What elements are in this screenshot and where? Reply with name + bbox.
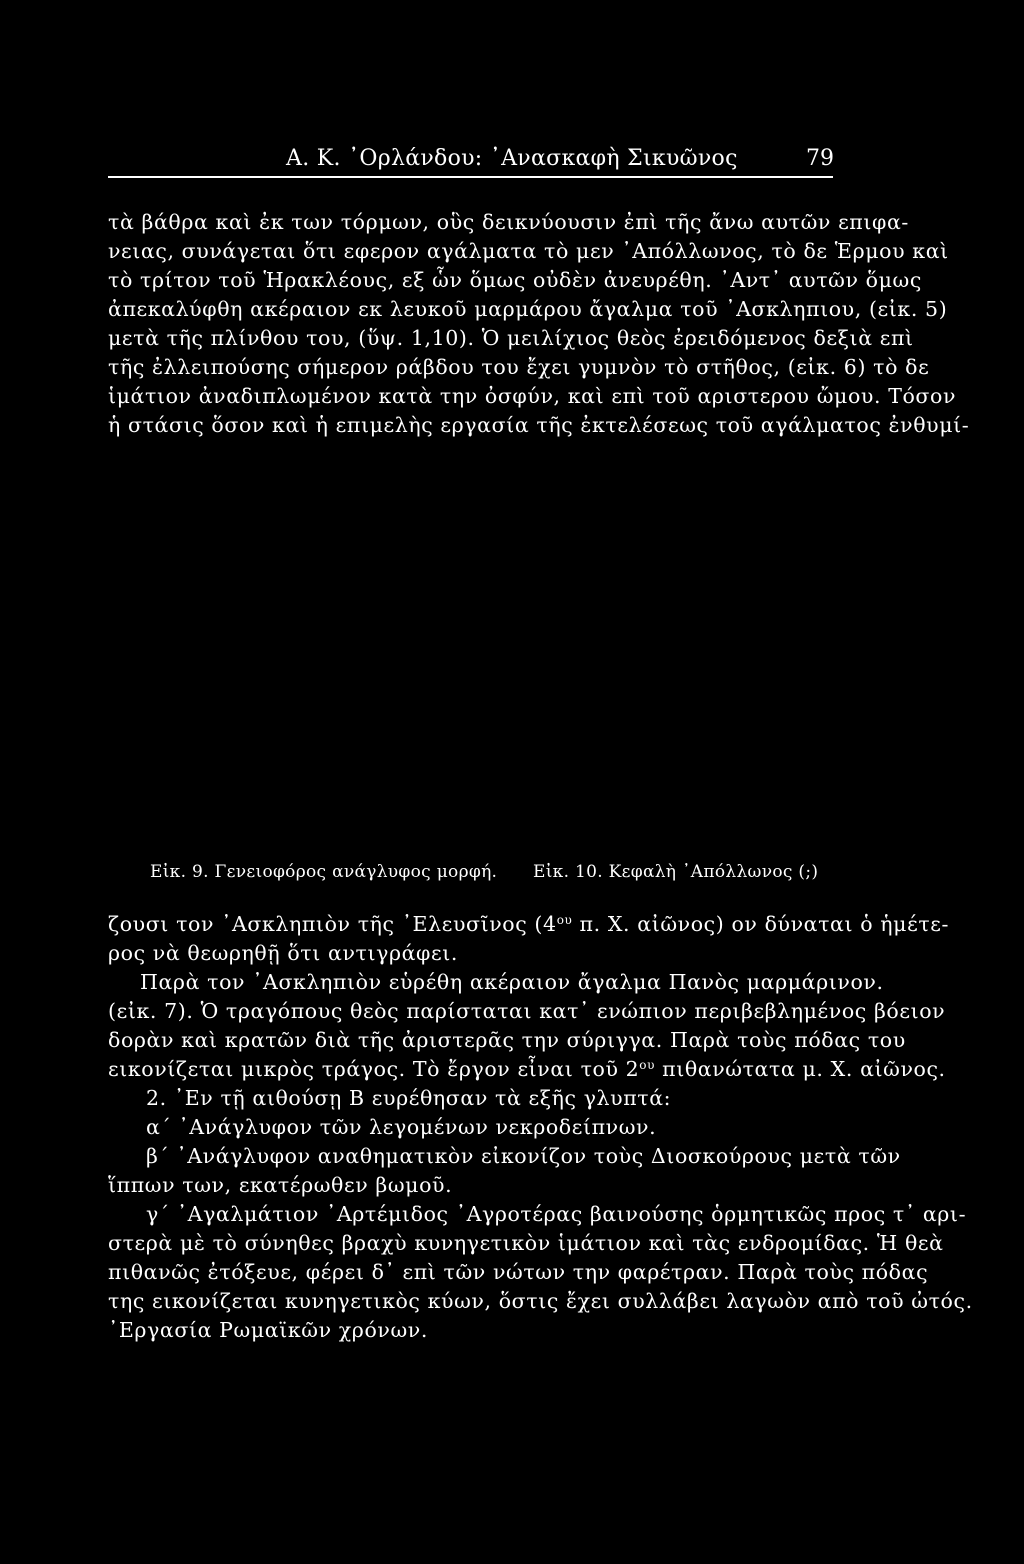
caption-fig-9: Εἰκ. 9. Γενειοφόρος ανάγλυφος μορφή.: [150, 862, 498, 882]
text-line: ἱμάτιον ἀναδιπλωμένον κατὰ την ὀσφύν, καὶ επὶ τοῦ αριστερου ὤμου. Τόσον: [108, 384, 957, 408]
text-line: μετὰ τῆς πλίνθου του, (ὕψ. 1,10). Ὁ μειλίχιος θεὸς ἐρειδόμενος δεξιὰ επὶ: [108, 326, 914, 350]
text-span: πιθανώτατα μ. Χ. αἰῶνος.: [655, 1057, 946, 1081]
list-item: γ΄ ᾿Αγαλμάτιον ᾿Αρτέμιδος ᾿Αγροτέρας βαινούσης ὁρμητικῶς προς τ᾽ αρι-: [146, 1202, 967, 1226]
superscript: ου: [639, 1058, 656, 1072]
text-span: εικονίζεται μικρὸς τράγος. Τὸ ἔργον εἶναι τοῦ 2: [108, 1057, 640, 1081]
list-item-continuation: ἵππων των, εκατέρωθεν βωμοῦ.: [108, 1173, 453, 1197]
text-line: ἀπεκαλύφθη ακέραιον εκ λευκοῦ μαρμάρου ἄγαλμα τοῦ ᾿Ασκληπιου, (εἰκ. 5): [108, 297, 948, 321]
list-item: α΄ ᾿Ανάγλυφον τῶν λεγομένων νεκροδείπνων.: [146, 1115, 657, 1139]
header-rule: [108, 176, 833, 178]
text-line: Παρὰ τον ᾿Ασκληπιὸν εὑρέθη ακέραιον ἄγαλμα Πανὸς μαρμάρινον.: [140, 970, 884, 994]
text-line: ἡ στάσις ὅσον καὶ ἡ επιμελὴς εργασία τῆς ἐκτελέσεως τοῦ αγάλματος ἐνθυμί-: [108, 413, 970, 437]
list-item-continuation: στερὰ μὲ τὸ σύνηθες βραχὺ κυνηγετικὸν ἱμάτιον καὶ τὰς ενδρομίδας. Ἡ θεὰ: [108, 1231, 944, 1255]
text-line: νειας, συνάγεται ὅτι εφερον αγάλματα τὸ μεν ᾿Απόλλωνος, τὸ δε Ἑρμου καὶ: [108, 239, 949, 263]
text-span: ζουσι τον ᾿Ασκληπιὸν τῆς ᾿Ελευσῖνος (4: [108, 912, 557, 936]
list-item-continuation: ᾿Εργασία Ρωμαϊκῶν χρόνων.: [108, 1318, 428, 1342]
text-span: π. Χ. αἰῶνος) ον δύναται ὁ ἡμέτε-: [572, 912, 950, 936]
running-title: Α. Κ. ᾿Ορλάνδου: ᾿Ανασκαφὴ Σικυῶνος: [286, 146, 738, 171]
text-line: δορὰν καὶ κρατῶν διὰ τῆς ἀριστερᾶς την σύριγγα. Παρὰ τοὺς πόδας του: [108, 1028, 906, 1052]
list-item: β΄ ᾿Ανάγλυφον αναθηματικὸν εἰκονίζον τοὺς Διοσκούρους μετὰ τῶν: [146, 1144, 901, 1168]
superscript: ου: [556, 913, 573, 927]
page-header: [0, 140, 1024, 180]
text-line: [108, 910, 950, 938]
text-line: τὸ τρίτον τοῦ Ἡρακλέους, εξ ὧν ὅμως οὐδὲν ἀνευρέθη. ᾿Αντ᾽ αυτῶν ὅμως: [108, 268, 922, 292]
figure-area: [108, 470, 858, 850]
text-line: ρος νὰ θεωρηθῇ ὅτι αντιγράφει.: [108, 941, 458, 965]
list-item-continuation: της εικονίζεται κυνηγετικὸς κύων, ὅστις ἔχει συλλάβει λαγωὸν απὸ τοῦ ὠτός.: [108, 1289, 973, 1313]
text-line: (εἰκ. 7). Ὁ τραγόπους θεὸς παρίσταται κατ᾽ ενώπιον περιβεβλημένος βόειον: [108, 999, 946, 1023]
text-line: τὰ βάθρα καὶ ἐκ των τόρμων, οὓς δεικνύουσιν ἐπὶ τῆς ἄνω αυτῶν επιφα-: [108, 210, 909, 234]
text-line: [108, 1055, 946, 1083]
caption-fig-10: Εἰκ. 10. Κεφαλὴ ᾿Απόλλωνος (;): [533, 862, 819, 882]
text-line: τῆς ἐλλειπούσης σήμερον ράβδου του ἔχει γυμνὸν τὸ στῆθος, (εἰκ. 6) τὸ δε: [108, 355, 930, 379]
list-item-continuation: πιθανῶς ἐτόξευε, φέρει δ᾽ επὶ τῶν νώτων την φαρέτραν. Παρὰ τοὺς πόδας: [108, 1260, 929, 1284]
page-number: 79: [806, 146, 834, 171]
list-intro: 2. ᾿Εν τῇ αιθούσῃ Β ευρέθησαν τὰ εξῆς γλυπτά:: [146, 1086, 672, 1110]
